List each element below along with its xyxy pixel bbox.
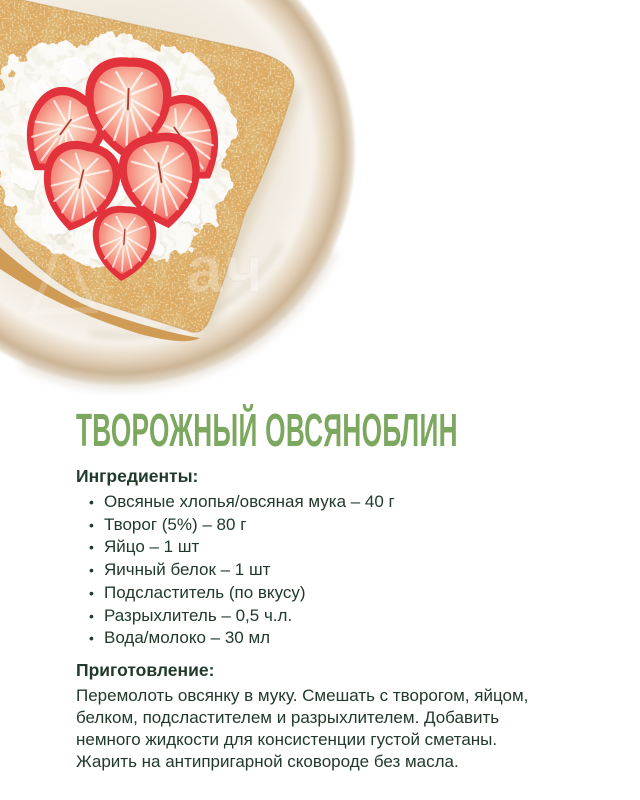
bullet-icon: • bbox=[89, 584, 94, 601]
bullet-icon: • bbox=[89, 494, 94, 510]
ingredient-item bbox=[76, 582, 584, 605]
recipe-text-section bbox=[0, 395, 640, 773]
ingredient-text: Овсяные хлопья/овсяная мука – 40 г bbox=[104, 492, 395, 511]
ingredient-item bbox=[76, 605, 584, 628]
bullet-icon: • bbox=[89, 607, 94, 624]
ingredient-text: Творог (5%) – 80 г bbox=[104, 514, 247, 534]
dish-photo bbox=[0, 0, 640, 395]
ingredient-item bbox=[76, 559, 584, 582]
bullet-icon: • bbox=[89, 516, 94, 533]
watermark-text: ач bbox=[186, 232, 268, 306]
ingredients-list bbox=[76, 491, 584, 650]
ingredient-item bbox=[76, 627, 584, 650]
bullet-icon: • bbox=[89, 539, 94, 556]
ingredient-text: Вода/молоко – 30 мл bbox=[104, 628, 271, 648]
ingredient-text: Яйцо – 1 шт bbox=[104, 537, 200, 557]
dish-photo-illustration bbox=[0, 0, 640, 395]
bullet-icon: • bbox=[89, 562, 94, 579]
ingredient-text: Яичный белок – 1 шт bbox=[104, 560, 271, 580]
ingredient-item bbox=[76, 514, 584, 537]
ingredient-item bbox=[76, 536, 584, 559]
bullet-icon: • bbox=[89, 630, 94, 647]
recipe-title: ТВОРОЖНЫЙ ОВСЯНОБЛИН bbox=[76, 404, 458, 456]
ingredient-text: Разрыхлитель – 0,5 ч.л. bbox=[104, 605, 293, 625]
preparation-text: Перемолоть овсянку в муку. Смешать с творогом, яйцом, белком, подсластителем и разрыхлителем. Добавить немного жидкости для консистенции густой сметаны. Жарить на антипригарной сковороде без масла. bbox=[76, 685, 529, 771]
ingredients-heading: Ингредиенты: bbox=[76, 466, 199, 486]
ingredient-text: Подсластитель (по вкусу) bbox=[104, 582, 306, 602]
preparation-heading: Приготовление: bbox=[76, 659, 215, 680]
ingredient-item bbox=[76, 491, 584, 514]
